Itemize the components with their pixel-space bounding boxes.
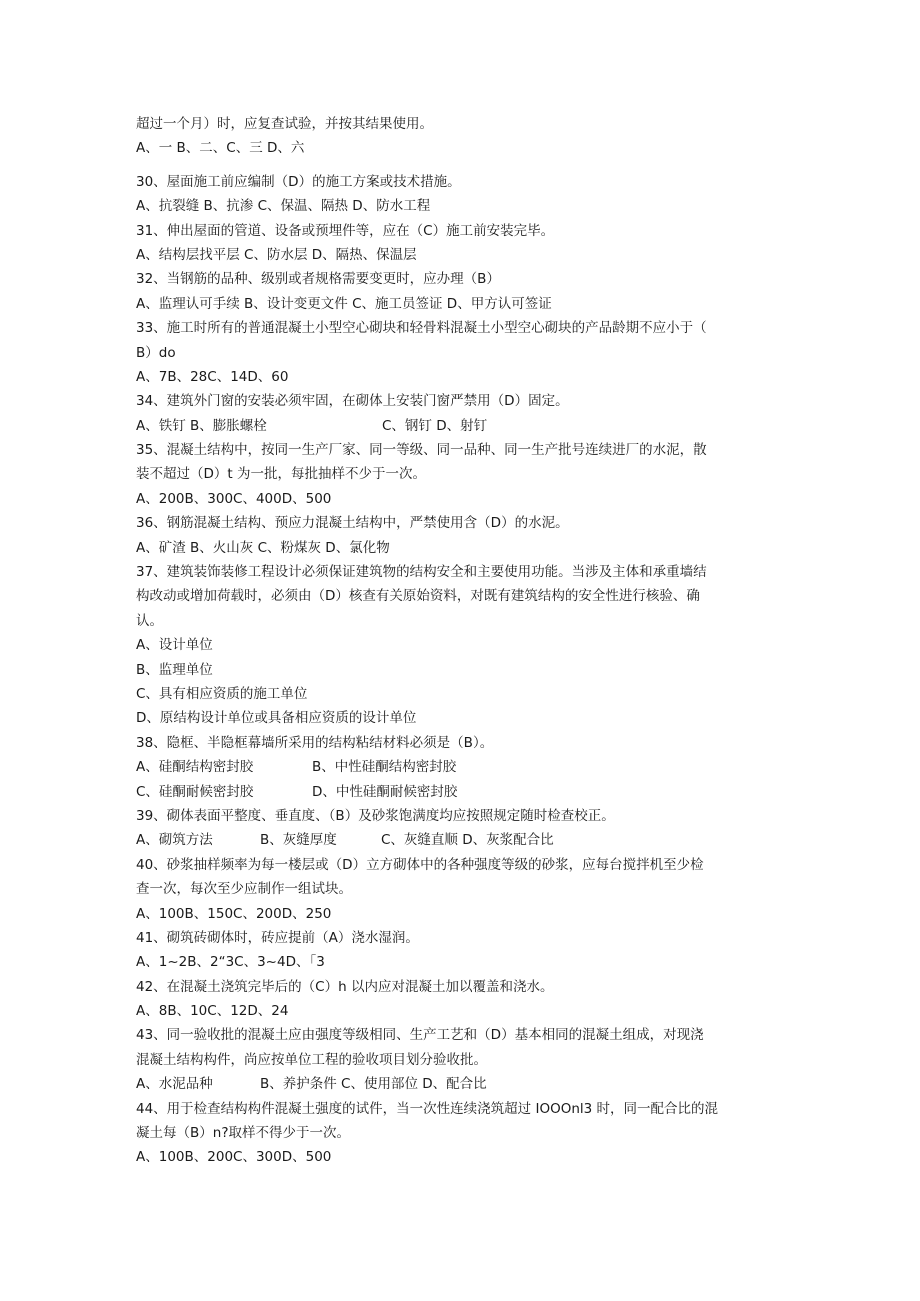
question-37: 37、建筑装饰装修工程设计必须保证建筑物的结构安全和主要使用功能。当涉及主体和承重墙结 [136, 564, 707, 581]
question-41: 41、砌筑砖砌体时，砖应提前（A）浇水湿润。 [136, 929, 419, 946]
question-36: 36、钢筋混凝土结构、预应力混凝土结构中，严禁使用含（D）的水泥。 [136, 515, 569, 532]
question-40: 40、砂浆抽样频率为每一楼层或（D）立方砌体中的各种强度等级的砂浆，应每台搅拌机至少检 [136, 856, 704, 873]
question-31: 31、伸出屋面的管道、设备或预埋件等，应在（C）施工前安装完毕。 [136, 222, 555, 239]
question-34: 34、建筑外门窗的安装必须牢固，在砌体上安装门窗严禁用（D）固定。 [136, 393, 569, 410]
answer-options: A、监理认可手续 B、设计变更文件 C、施工员签证 D、甲方认可签证 [136, 295, 552, 312]
question-43: 43、同一验收批的混凝土应由强度等级相同、生产工艺和（D）基本相同的混凝土组成，对现浇 [136, 1027, 704, 1044]
option-a: A、硅酮结构密封胶 [136, 759, 254, 776]
question-39: 39、砌体表面平整度、垂直度、（B）及砂浆饱满度均应按照规定随时检查校正。 [136, 807, 615, 824]
question-43-cont: 混凝土结构构件，尚应按单位工程的验收项目划分验收批。 [136, 1051, 487, 1068]
answer-options: A、100B、150C、200D、250 [136, 905, 332, 922]
question-32: 32、当钢筋的品种、级别或者规格需要变更时，应办理（B） [136, 271, 500, 288]
option-b: B、灰缝厚度 [260, 832, 337, 849]
answer-options [136, 755, 786, 779]
text-line: 超过一个月）时，应复查试验，并按其结果使用。 [136, 116, 433, 132]
question-35: 35、混凝土结构中，按同一生产厂家、同一等级、同一品种、同一生产批号连续进厂的水泥，散 [136, 442, 707, 459]
question-33-cont: B）do [136, 344, 176, 361]
answer-options: A、1~2B、2“3C、3~4D、「3 [136, 954, 325, 971]
question-40-cont: 查一次，每次至少应制作一组试块。 [136, 881, 352, 898]
answer-options [136, 780, 786, 804]
option-ab: A、铁钉 B、膨胀螺栓 [136, 417, 267, 434]
question-38: 38、隐框、半隐框幕墙所采用的结构粘结材料必须是（B）。 [136, 734, 494, 751]
question-37-cont: 认。 [136, 612, 163, 629]
option-b: B、监理单位 [136, 661, 213, 678]
option-a: A、水泥品种 [136, 1076, 213, 1093]
option-d: D、中性硅酮耐候密封胶 [312, 783, 458, 800]
question-42: 42、在混凝土浇筑完毕后的（C）h 以内应对混凝土加以覆盖和浇水。 [136, 978, 554, 995]
option-bcd: B、养护条件 C、使用部位 D、配合比 [260, 1076, 487, 1093]
answer-options: A、一 B、二、C、三 D、六 [136, 140, 305, 157]
question-35-cont: 装不超过（D）t 为一批，每批抽样不少于一次。 [136, 466, 426, 483]
answer-options: A、结构层找平层 C、防水层 D、隔热、保温层 [136, 246, 417, 263]
option-cd: C、灰缝直顺 D、灰浆配合比 [381, 832, 554, 849]
answer-options: A、200B、300C、400D、500 [136, 490, 332, 507]
question-list [136, 112, 786, 1170]
option-a: A、砌筑方法 [136, 832, 213, 849]
answer-options [136, 828, 786, 852]
option-cd: C、钢钉 D、射钉 [382, 417, 488, 434]
answer-options: A、100B、200C、300D、500 [136, 1149, 332, 1166]
answer-options: A、抗裂缝 B、抗渗 C、保温、隔热 D、防水工程 [136, 198, 431, 215]
question-30: 30、屋面施工前应编制（D）的施工方案或技术措施。 [136, 173, 461, 190]
question-44-cont: 凝土每（B）n?取样不得少于一次。 [136, 1125, 350, 1142]
question-33: 33、施工时所有的普通混凝土小型空心砌块和轻骨料混凝土小型空心砌块的产品龄期不应小于（ [136, 320, 707, 337]
question-37-cont: 构改动或增加荷载时，必须由（D）核查有关原始资料，对既有建筑结构的安全性进行核验、确 [136, 588, 700, 605]
answer-options: A、7B、28C、14D、60 [136, 368, 289, 385]
answer-options [136, 1072, 786, 1096]
question-44: 44、用于检查结构构件混凝土强度的试件，当一次性连续浇筑超过 IOOOnl3 时，同一配合比的混 [136, 1100, 719, 1117]
option-b: B、中性硅酮结构密封胶 [312, 759, 457, 776]
option-c: C、硅酮耐候密封胶 [136, 783, 254, 800]
option-a: A、设计单位 [136, 637, 213, 654]
answer-options: A、矿渣 B、火山灰 C、粉煤灰 D、氯化物 [136, 539, 390, 556]
answer-options [136, 414, 786, 438]
option-d: D、原结构设计单位或具备相应资质的设计单位 [136, 710, 417, 727]
answer-options: A、8B、10C、12D、24 [136, 1003, 289, 1020]
option-c: C、具有相应资质的施工单位 [136, 685, 308, 702]
